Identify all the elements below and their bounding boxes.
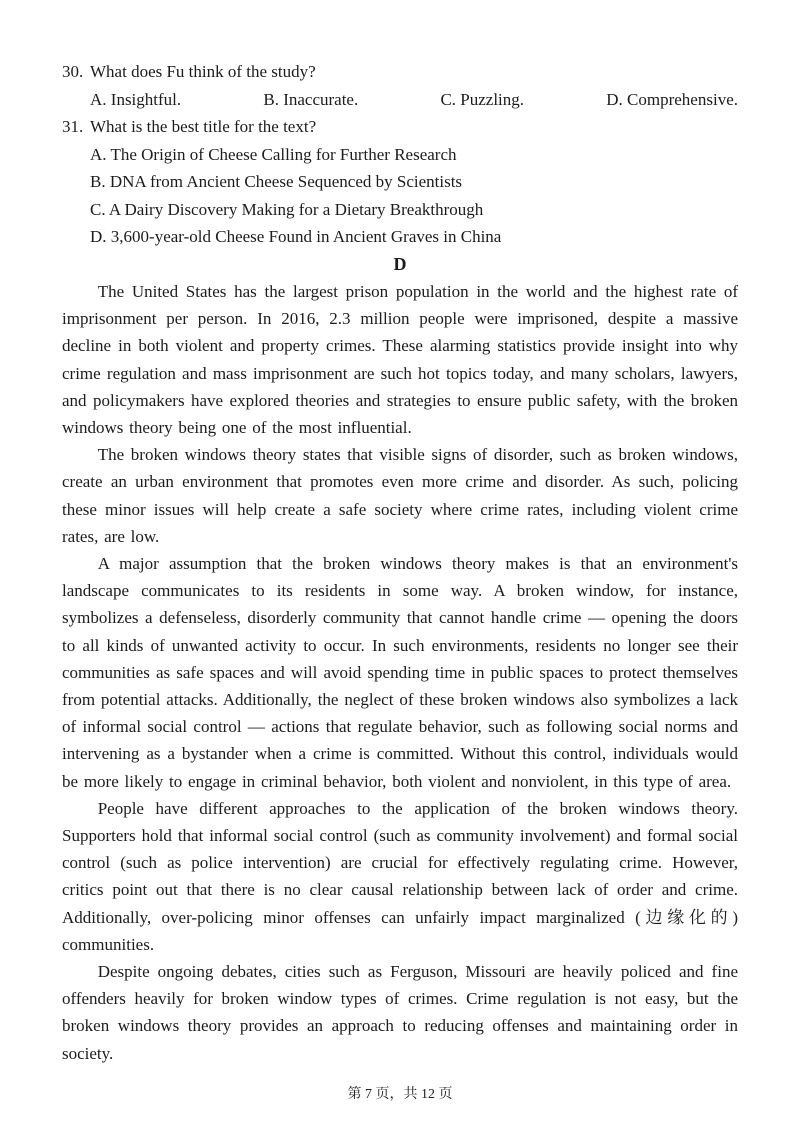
passage-paragraph-4: People have different approaches to the application of the broken windows theory. Supporters hold that informal social control (such as community involvement) and formal social control (such as police intervention) are crucial for effectively regulating crime. However, critics point out that there is no clear causal relationship between lack of order and crime. Additionally, over-policing minor offenses can unfairly impact marginalized (边缘化的) communities. xyxy=(62,798,738,954)
question-30-option-b: B. Inaccurate. xyxy=(263,89,359,109)
reading-passage xyxy=(62,278,738,1067)
question-31-line xyxy=(62,113,738,141)
question-31-option-b: B. DNA from Ancient Cheese Sequenced by Scientists xyxy=(90,172,463,191)
question-30-option-d: D. Comprehensive. xyxy=(606,89,738,109)
question-31 xyxy=(62,113,738,251)
questions-section xyxy=(62,58,738,251)
question-30-option-c: C. Puzzling. xyxy=(440,89,525,109)
question-30-options xyxy=(90,86,738,114)
page-number-text: 第 7 页，共 12 页 xyxy=(347,1087,453,1102)
question-31-option-a: A. The Origin of Cheese Calling for Further Research xyxy=(90,144,457,164)
question-31-options xyxy=(90,141,738,251)
question-30-text: What does Fu think of the study? xyxy=(90,62,316,81)
passage-paragraph-3: A major assumption that the broken windows theory makes is that an environment's landscape communicates to its residents in some way. A broken window, for instance, symbolizes a defenseless, disorderly community that cannot handle crime — opening the doors to all kinds of unwanted activity to occur. In such environments, residents no longer see their communities as safe spaces and will avoid spending time in public spaces to protect themselves from potential attacks. Additionally, the neglect of these broken windows also symbolizes a lack of informal social control — actions that regulate behavior, such as following social norms and intervening as a bystander when a crime is committed. Without this control, individuals would be more likely to engage in criminal behavior, both violent and nonviolent, in this type of area. xyxy=(62,554,738,791)
question-31-number: 31. xyxy=(62,117,84,136)
question-31-option-d: D. 3,600-year-old Cheese Found in Ancient Graves in China xyxy=(90,227,502,246)
question-31-option-c: C. A Dairy Discovery Making for a Dietary Breakthrough xyxy=(90,199,484,219)
question-30-line xyxy=(62,58,738,86)
question-30-option-a: A. Insightful. xyxy=(90,89,182,109)
passage-paragraph-5: Despite ongoing debates, cities such as Ferguson, Missouri are heavily policed and fine offenders heavily for broken window types of crimes. Crime regulation is not easy, but the broken windows theory provides an approach to reducing offenses and maintaining order in society. xyxy=(62,962,738,1063)
passage-paragraph-2: The broken windows theory states that visible signs of disorder, such as broken windows, create an urban environment that promotes even more crime and disorder. As such, policing these minor issues will help create a safe society where crime rates, including violent crime rates, are low. xyxy=(62,445,738,546)
passage-paragraph-1: The United States has the largest prison population in the world and the highest rate of imprisonment per person. In 2016, 2.3 million people were imprisoned, despite a massive decline in both violent and property crimes. These alarming statistics provide insight into why crime regulation and mass imprisonment are such hot topics today, and many scholars, lawyers, and policymakers have explored theories and strategies to ensure public safety, with the broken windows theory being one of the most influential. xyxy=(62,282,738,438)
question-30-number: 30. xyxy=(62,62,84,81)
page-footer xyxy=(0,1083,800,1103)
question-31-text: What is the best title for the text? xyxy=(90,117,317,136)
question-30 xyxy=(62,58,738,113)
passage-section-label: D xyxy=(393,253,407,274)
